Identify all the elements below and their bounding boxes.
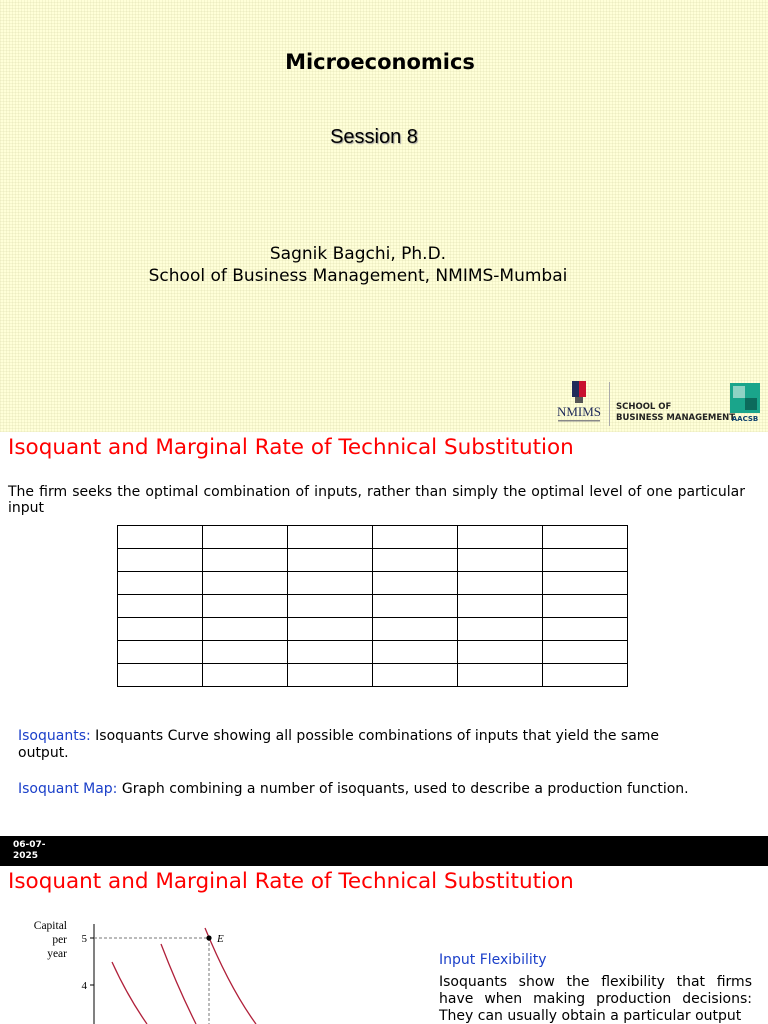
- table-row: [118, 641, 628, 664]
- slide-heading-2: Isoquant and Marginal Rate of Technical Substitution: [8, 869, 574, 894]
- table-cell: [288, 526, 373, 549]
- table-cell: [203, 572, 288, 595]
- table-row: [118, 572, 628, 595]
- nmims-logo: [552, 379, 606, 425]
- title-slide: [0, 0, 768, 432]
- table-row: [118, 526, 628, 549]
- table-row: [118, 595, 628, 618]
- table-cell: [203, 549, 288, 572]
- table-cell: [288, 549, 373, 572]
- table-cell: [543, 664, 628, 687]
- table-cell: [543, 595, 628, 618]
- graph-ylabel-1: Capital: [33, 920, 67, 932]
- table-cell: [458, 664, 543, 687]
- table-row: [118, 618, 628, 641]
- table-cell: [458, 526, 543, 549]
- table-cell: [543, 549, 628, 572]
- school-logo-line2: BUSINESS MANAGEMENT: [616, 413, 736, 423]
- table-cell: [373, 595, 458, 618]
- table-cell: [458, 549, 543, 572]
- aacsb-logo: [730, 383, 760, 427]
- footer-date: [13, 840, 53, 862]
- isoquant-graph: [0, 912, 300, 1024]
- table-cell: [458, 595, 543, 618]
- table-cell: [118, 664, 203, 687]
- point-e: [206, 935, 211, 940]
- isoquant-curve-3: [205, 928, 256, 1024]
- course-title: Microeconomics: [285, 50, 475, 74]
- table-cell: [543, 572, 628, 595]
- table-cell: [458, 641, 543, 664]
- table-cell: [118, 618, 203, 641]
- table-cell: [288, 572, 373, 595]
- isoquant-map-definition: [18, 781, 698, 798]
- table-cell: [373, 526, 458, 549]
- table-cell: [543, 618, 628, 641]
- table-cell: [373, 572, 458, 595]
- table-cell: [203, 664, 288, 687]
- logo-divider: [609, 382, 610, 426]
- graph-tick-4: 4: [81, 980, 87, 992]
- table-cell: [118, 526, 203, 549]
- point-e-label: E: [217, 933, 224, 945]
- table-cell: [373, 549, 458, 572]
- isoquant-curve-2: [161, 944, 196, 1024]
- isoquant-definition: [18, 728, 698, 762]
- table-cell: [118, 549, 203, 572]
- footer-date-line2: 2025: [13, 851, 39, 861]
- isoquant-term: Isoquants:: [18, 728, 91, 744]
- slide-heading: Isoquant and Marginal Rate of Technical Substitution: [8, 435, 574, 460]
- slide-footer: [0, 836, 768, 866]
- input-flexibility-heading: Input Flexibility: [439, 952, 547, 968]
- aacsb-logo-text: AACSB: [731, 415, 759, 423]
- table-cell: [203, 595, 288, 618]
- table-cell: [118, 595, 203, 618]
- table-row: [118, 664, 628, 687]
- footer-date-line1: 06-07-: [13, 840, 46, 850]
- table-cell: [458, 618, 543, 641]
- school-logo-line1: SCHOOL OF: [616, 402, 672, 412]
- table-cell: [373, 641, 458, 664]
- table-cell: [203, 526, 288, 549]
- table-cell: [203, 618, 288, 641]
- graph-ylabel-3: year: [47, 948, 67, 960]
- table-row: [118, 549, 628, 572]
- table-cell: [373, 664, 458, 687]
- author-affiliation: School of Business Management, NMIMS-Mumbai: [148, 266, 568, 286]
- table-cell: [288, 664, 373, 687]
- isoquant-map-text: Graph combining a number of isoquants, used to describe a production function.: [117, 781, 689, 797]
- table-cell: [288, 618, 373, 641]
- isoquant-map-term: Isoquant Map:: [18, 781, 118, 797]
- isoquant-graph-slide: [0, 866, 768, 1024]
- school-logo-text: [616, 402, 735, 424]
- table-cell: [458, 572, 543, 595]
- author-name: Sagnik Bagchi, Ph.D.: [269, 244, 447, 264]
- graph-tick-5: 5: [81, 933, 87, 945]
- table-cell: [118, 572, 203, 595]
- table-cell: [373, 618, 458, 641]
- session-label: Session 8: [330, 126, 418, 148]
- table-cell: [543, 641, 628, 664]
- input-flexibility-text: Isoquants show the flexibility that firms have when making production decisions: They can usually obtain a particular output: [439, 974, 752, 1024]
- isoquant-curve-1: [112, 962, 147, 1024]
- nmims-logo-text: NMIMS: [556, 404, 602, 419]
- table-cell: [203, 641, 288, 664]
- graph-ylabel-2: per: [52, 934, 67, 946]
- isoquant-text: Isoquants Curve showing all possible combinations of inputs that yield the same output.: [18, 728, 660, 761]
- table-cell: [288, 595, 373, 618]
- author-block: [0, 243, 716, 287]
- isoquant-definition-slide: [0, 432, 768, 836]
- table-cell: [543, 526, 628, 549]
- intro-paragraph: The firm seeks the optimal combination of inputs, rather than simply the optimal level of one particular input: [8, 484, 745, 516]
- table-cell: [118, 641, 203, 664]
- table-cell: [288, 641, 373, 664]
- empty-input-table: [117, 525, 628, 687]
